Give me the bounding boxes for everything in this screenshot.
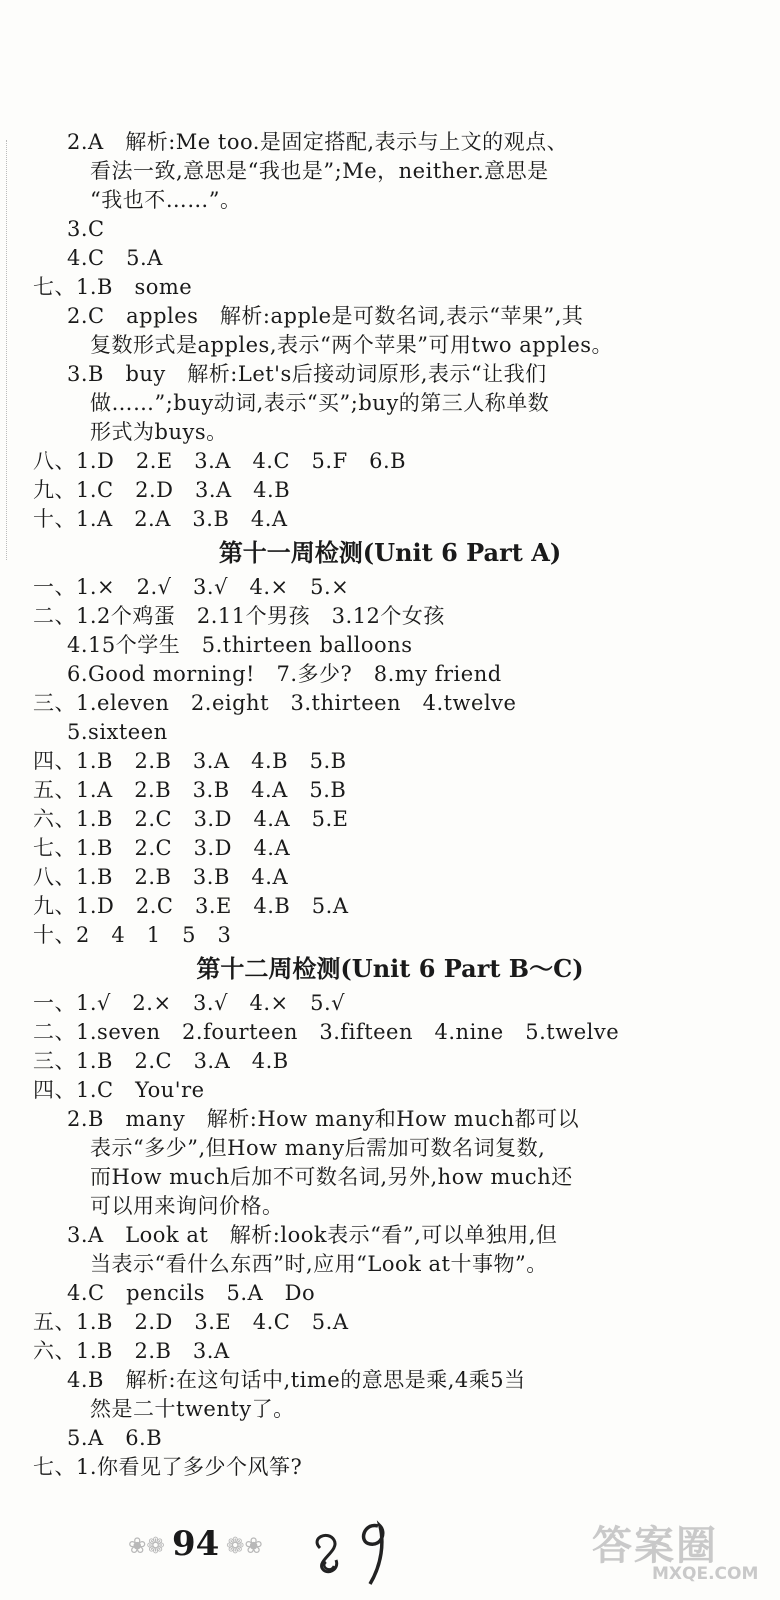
answer-line: 五、1.B 2.D 3.E 4.C 5.A <box>33 1310 349 1334</box>
answer-line: 2.A 解析:Me too.是固定搭配,表示与上文的观点、 <box>67 130 569 154</box>
flower-ornament-icon: ❀❁ <box>128 1534 165 1559</box>
answer-line: 可以用来询问价格。 <box>90 1194 284 1218</box>
answer-line: 一、1.× 2.√ 3.√ 4.× 5.× <box>33 575 350 599</box>
answer-line: 然是二十twenty了。 <box>90 1397 295 1421</box>
answer-line: 2.B many 解析:How many和How much都可以 <box>67 1107 580 1131</box>
answer-line: 而How much后加不可数名词,另外,how much还 <box>90 1165 573 1189</box>
answer-line: 2.C apples 解析:apple是可数名词,表示“苹果”,其 <box>67 304 584 328</box>
answer-line: 六、1.B 2.B 3.A <box>33 1339 230 1363</box>
answer-line: 4.C pencils 5.A Do <box>67 1281 316 1305</box>
section-heading: 第十一周检测(Unit 6 Part A) <box>218 538 562 567</box>
answer-line: 四、1.C You're <box>33 1078 205 1102</box>
answer-line: 十、1.A 2.A 3.B 4.A <box>33 507 288 531</box>
answer-line: 三、1.eleven 2.eight 3.thirteen 4.twelve <box>33 691 517 715</box>
answer-line: 七、1.B 2.C 3.D 4.A <box>33 836 291 860</box>
answer-line: 复数形式是apples,表示“两个苹果”可用two apples。 <box>90 333 614 357</box>
margin-binding-dots <box>6 140 11 560</box>
page-number: 94 <box>172 1524 220 1564</box>
answer-line: 6.Good morning! 7.多少? 8.my friend <box>67 662 502 686</box>
watermark-url: MXQE.COM <box>652 1564 759 1584</box>
answer-line: 二、1.2个鸡蛋 2.11个男孩 3.12个女孩 <box>33 604 445 628</box>
answer-line: 做……”;buy动词,表示“买”;buy的第三人称单数 <box>90 391 550 415</box>
watermark-logo: 答案圈 <box>592 1523 718 1569</box>
answer-line: 三、1.B 2.C 3.A 4.B <box>33 1049 289 1073</box>
answer-line: 八、1.B 2.B 3.B 4.A <box>33 865 289 889</box>
answer-line: 九、1.D 2.C 3.E 4.B 5.A <box>33 894 349 918</box>
answer-line: 五、1.A 2.B 3.B 4.A 5.B <box>33 778 347 802</box>
answer-line: 九、1.C 2.D 3.A 4.B <box>33 478 291 502</box>
answer-line: 3.C <box>67 217 105 241</box>
answer-line: “我也不……”。 <box>90 188 242 212</box>
answer-line: 七、1.B some <box>33 275 193 299</box>
answer-line: 4.C 5.A <box>67 246 163 270</box>
answer-line: 看法一致,意思是“我也是”;Me，neither.意思是 <box>90 159 549 183</box>
answer-line: 四、1.B 2.B 3.A 4.B 5.B <box>33 749 347 773</box>
handwritten-mark-icon <box>300 1508 410 1588</box>
answer-line: 二、1.seven 2.fourteen 3.fifteen 4.nine 5.twelve <box>33 1020 620 1044</box>
answer-line: 八、1.D 2.E 3.A 4.C 5.F 6.B <box>33 449 407 473</box>
answer-line: 5.A 6.B <box>67 1426 163 1450</box>
answer-line: 十、2 4 1 5 3 <box>33 923 232 947</box>
answer-line: 六、1.B 2.C 3.D 4.A 5.E <box>33 807 349 831</box>
section-heading: 第十二周检测(Unit 6 Part B～C) <box>196 954 584 983</box>
answer-line: 3.B buy 解析:Let's后接动词原形,表示“让我们 <box>67 362 547 386</box>
watermark <box>592 1514 772 1590</box>
answer-line: 形式为buys。 <box>90 420 228 444</box>
answer-line: 5.sixteen <box>67 720 168 744</box>
answer-line: 一、1.√ 2.× 3.√ 4.× 5.√ <box>33 991 346 1015</box>
answer-line: 4.15个学生 5.thirteen balloons <box>67 633 413 657</box>
answer-line: 表示“多少”,但How many后需加可数名词复数, <box>90 1136 546 1160</box>
answer-line: 七、1.你看见了多少个风筝? <box>33 1455 303 1479</box>
answer-line: 3.A Look at 解析:look表示“看”,可以单独用,但 <box>67 1223 558 1247</box>
answer-line: 当表示“看什么东西”时,应用“Look at十事物”。 <box>90 1252 548 1276</box>
flower-ornament-icon: ❁❀ <box>226 1534 263 1559</box>
answer-line: 4.B 解析:在这句话中,time的意思是乘,4乘5当 <box>67 1368 526 1392</box>
